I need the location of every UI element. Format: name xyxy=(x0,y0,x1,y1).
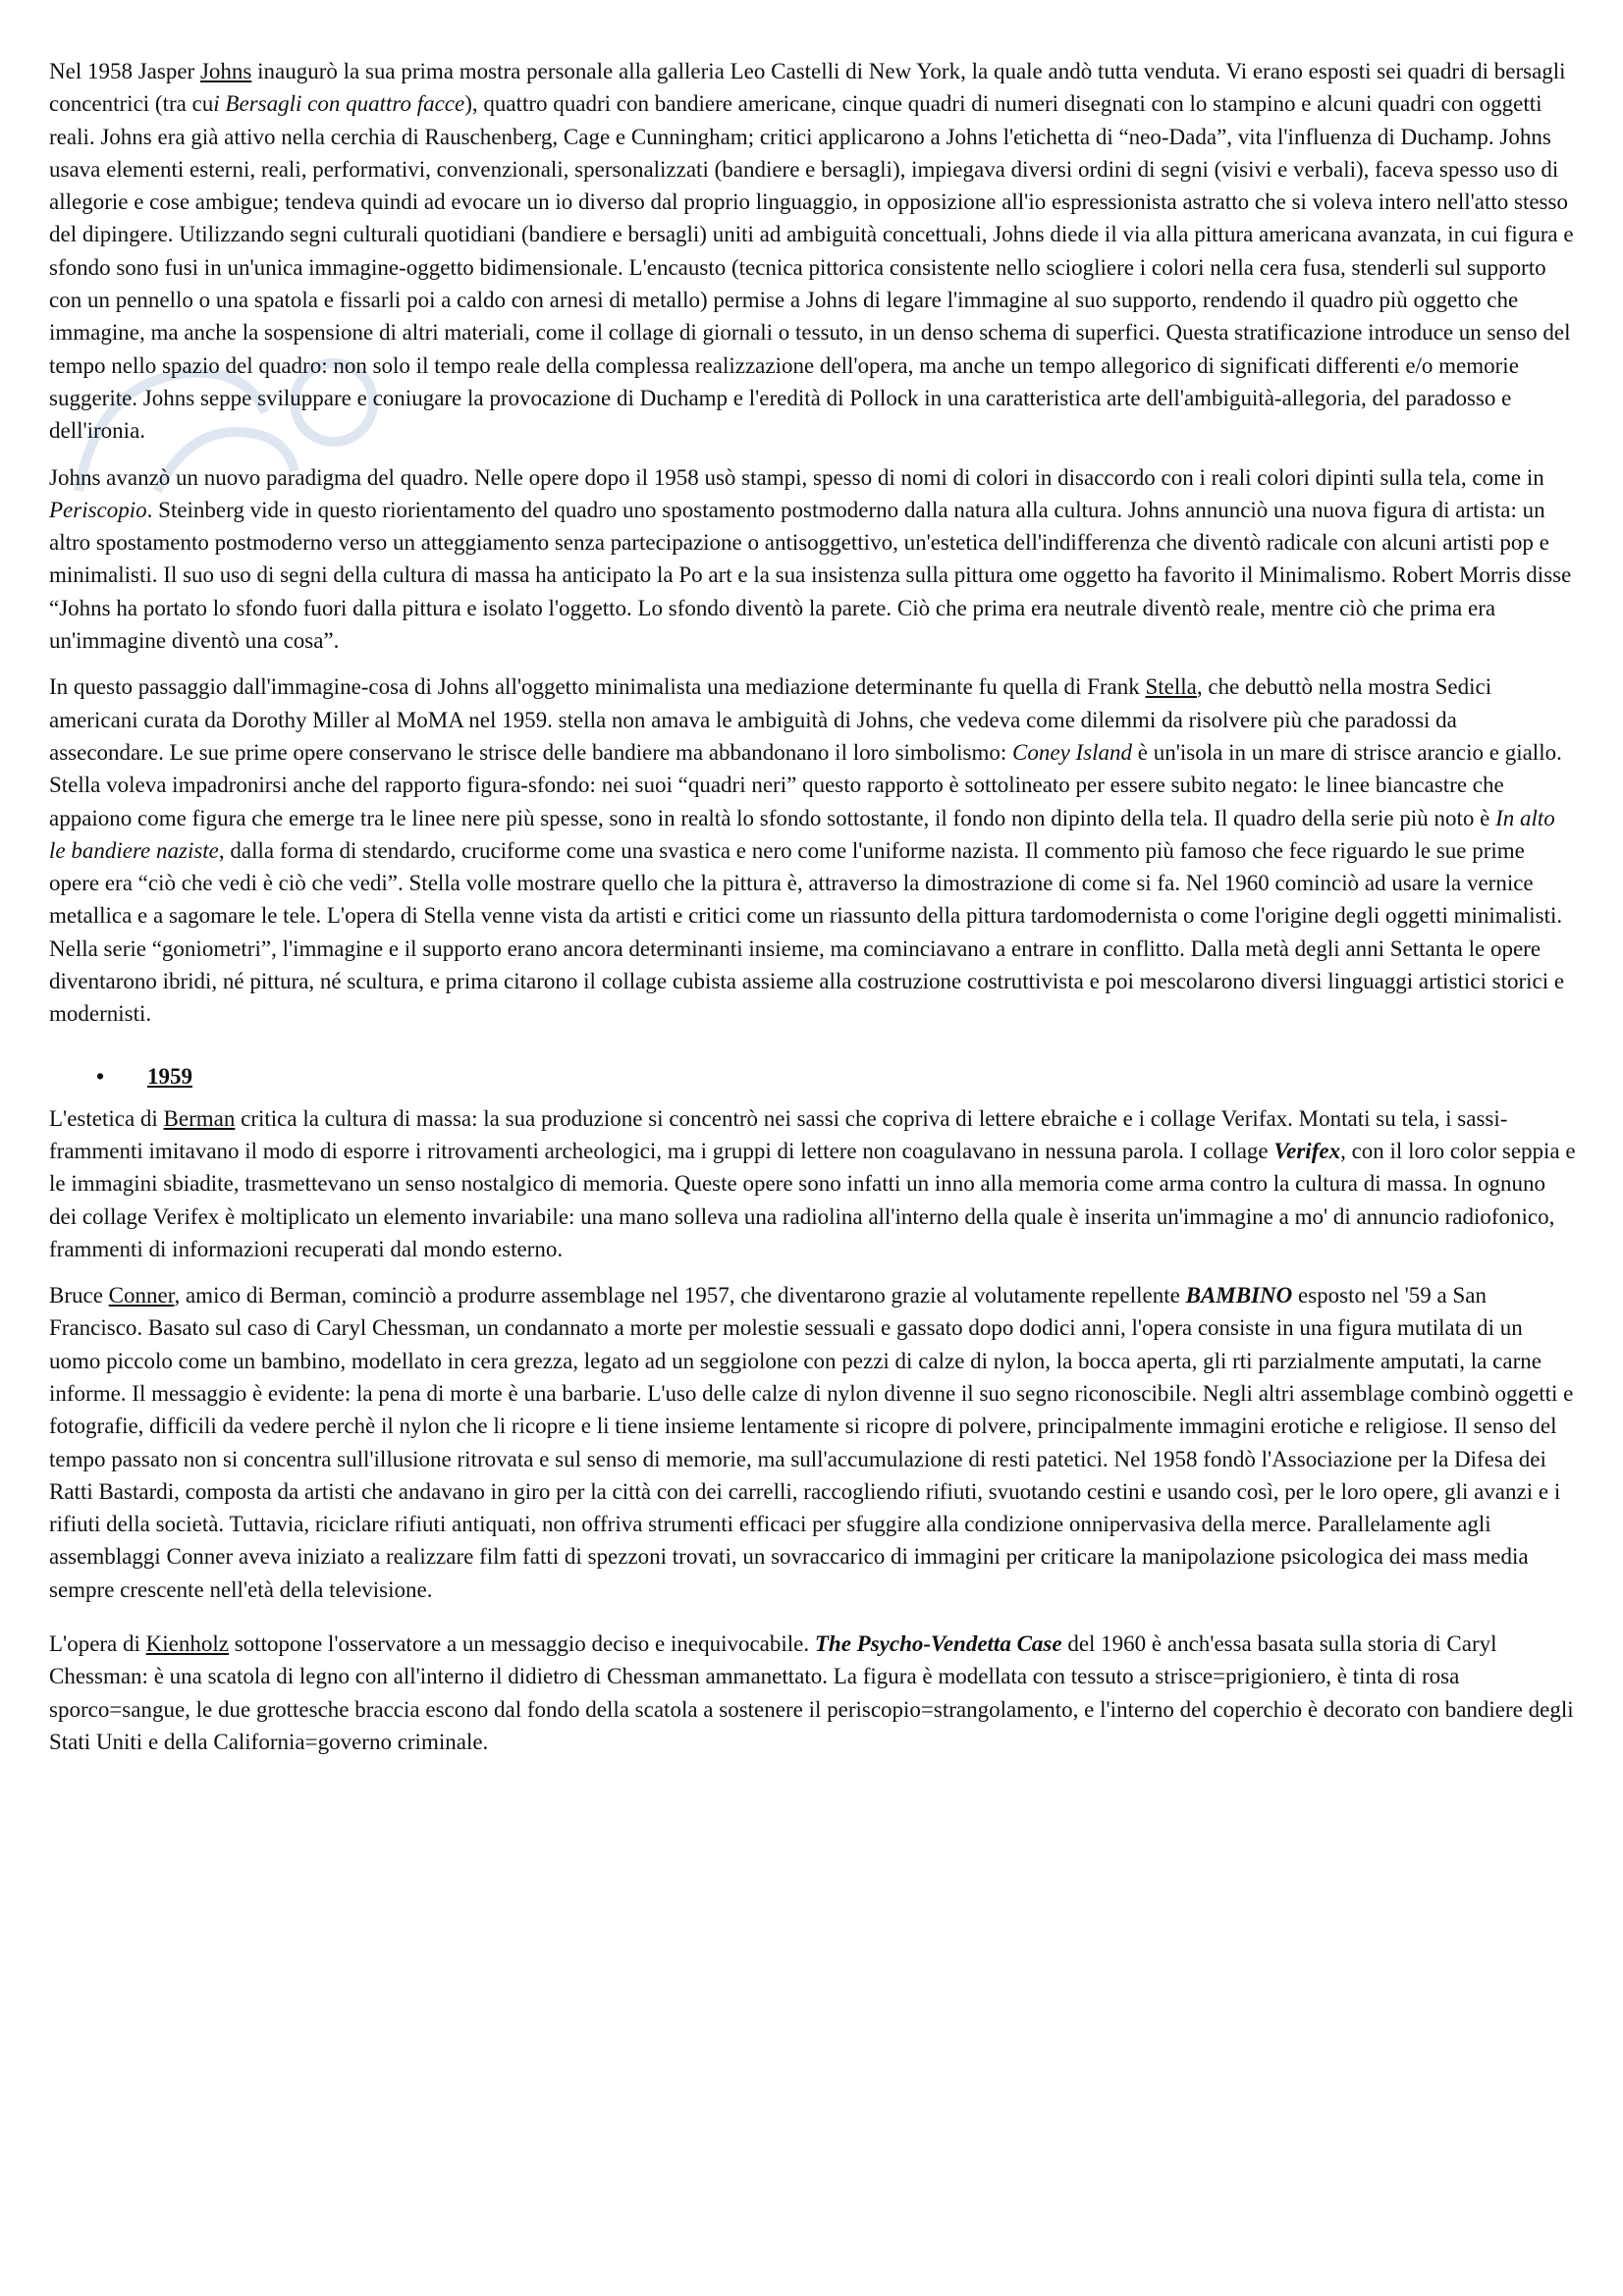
paragraph-johns xyxy=(49,55,1576,448)
underlined-name: Kienholz xyxy=(145,1631,229,1657)
section-year: 1959 xyxy=(147,1063,192,1089)
text-run: , con il loro color seppia e le immagini sbiadite, trasmettevano un senso nostalgico di memoria. Queste opere sono infatti un inno alla memoria come arma contro la cultura di massa. In ognuno dei collage Verifex è moltiplicato un elemento invariabile: una mano solleva una radiolina all'interno della quale è inserita un'immagine a mo' di annuncio radiofonico, frammenti di informazioni recuperati dal mondo esterno. xyxy=(49,1138,1576,1261)
text-run: , dalla forma di stendardo, cruciforme come una svastica e nero come l'uniforme nazista. Il commento più famoso che fece riguardo le sue prime opere era “ciò che vedi è ciò che vedi”. Stella volle mostrare quello che la pittura è, attraverso la dimostrazione di come si fa. Nel 1960 cominciò ad usare la vernice metallica e a sagomare le tele. L'opera di Stella venne vista da artisti e critici come un riassunto della pittura tardomodernista o come l'origine degli oggetti minimalisti. Nella serie “goniometri”, l'immagine e il supporto erano ancora determinanti insieme, ma cominciavano a entrare in conflitto. Dalla metà degli anni Settanta le opere diventarono ibridi, né pittura, né scultura, e prima citarono il collage cubista assieme alla costruzione costruttivista e poi mescolarono diversi linguaggi artistici storici e modernisti. xyxy=(49,837,1565,1027)
text-run: . Steinberg vide in questo riorientamento del quadro uno spostamento postmoderno dalla natura alla cultura. Johns annunciò una nuova figura di artista: un altro spostamento postmoderno verso un atteggiamento senza partecipazione o antisoggettivo, un'estetica dell'indifferenza che diventò radicale con alcuni artisti pop e minimalisti. Il suo uso di segni della cultura di massa ha anticipato la Po art e la sua insistenza sulla pittura ome oggetto ha favorito il Minimalismo. Robert Morris disse “Johns ha portato lo sfondo fuori dalla pittura e isolato l'oggetto. Lo sfondo diventò la parete. Ciò che prima era neutrale diventò reale, mentre ciò che prima era un'immagine diventò una cosa”. xyxy=(49,497,1572,654)
text-run: critica la cultura di massa: la sua produzione si concentrò nei sassi che copriva di lettere ebraiche e i collage Verifax. Montati su tela, i sassi-frammenti imitavano il modo di esporre i ritrovamenti archeologici, ma i gruppi di lettere non coagulavano in nessuna parola. I collage xyxy=(49,1105,1508,1163)
text-run: del 1960 è anch'essa basata sulla storia di Caryl Chessman: è una scatola di legno con all'interno il didietro di Chessman ammanettato. La figura è modellata con tessuto a strisce=prigioniero, è tinta di rosa sporco=sangue, le due grottesche braccia escono dal fondo della scatola a sostenere il periscopio=strangolamento, e l'interno del coperchio è decorato con bandiere degli Stati Uniti e della California=governo criminale. xyxy=(49,1631,1574,1754)
emphasized-title: Periscopio xyxy=(49,497,147,522)
text-run: In questo passaggio dall'immagine-cosa di Johns all'oggetto minimalista una mediazione determinante fu quella di Frank xyxy=(49,674,1146,700)
emphasized-title: The Psycho-Vendetta Case xyxy=(814,1631,1062,1657)
text-run: Nel 1958 Jasper xyxy=(49,59,200,83)
text-run: è un'isola in un mare di strisce arancio e giallo. Stella voleva impadronirsi anche del rapporto figura-sfondo: nei suoi “quadri neri” questo rapporto è sottolineato per essere subito negato: le linee biancastre che appaiono come figura che emerge tra le linee nere più spesse, sono in realtà lo sfondo sottostante, il fondo non dipinto della tela. Il quadro della serie più noto è xyxy=(49,739,1562,830)
text-run: Johns avanzò un nuovo paradigma del quadro. Nelle opere dopo il 1958 usò stampi, spesso di nomi di colori in disaccordo con i reali colori dipinti sulla tela, come in xyxy=(49,464,1544,490)
document-page xyxy=(49,55,1576,1772)
underlined-name: Conner xyxy=(108,1283,175,1308)
underlined-name: Stella xyxy=(1145,674,1197,700)
text-run: sottopone l'osservatore a un messaggio deciso e inequivocabile. xyxy=(228,1631,815,1657)
emphasized-title: In alto le bandiere naziste xyxy=(49,805,1555,863)
underlined-name: Johns xyxy=(199,59,252,83)
text-run: L'estetica di xyxy=(49,1105,164,1131)
paragraph-berman xyxy=(49,1102,1576,1265)
emphasized-title: BAMBINO xyxy=(1185,1283,1293,1308)
emphasized-title: i Bersagli con quattro facce xyxy=(213,91,465,117)
underlined-name: Berman xyxy=(163,1105,236,1131)
paragraph-stella xyxy=(49,670,1576,1030)
bullet-icon: • xyxy=(96,1063,105,1089)
paragraph-kienholz xyxy=(49,1628,1576,1758)
text-run: , che debuttò nella mostra Sedici americani curata da Dorothy Miller al MoMA nel 1959. stella non amava le ambiguità di Johns, che vedeva come dilemmi da risolvere più che paradossi da assecondare. Le sue prime opere conservano le strisce delle bandiere ma abbandonano il loro simbolismo: xyxy=(49,674,1492,765)
section-heading-1959 xyxy=(49,1060,1576,1093)
emphasized-title: Verifex xyxy=(1273,1138,1341,1163)
text-run: , amico di Berman, cominciò a produrre assemblage nel 1957, che diventarono grazie al volutamente repellente xyxy=(174,1283,1186,1308)
text-run: inaugurò la sua prima mostra personale alla galleria Leo Castelli di New York, la quale andò tutta venduta. Vi erano esposti sei quadri di bersagli concentrici (tra cu xyxy=(49,59,1566,117)
paragraph-johns-paradigm xyxy=(49,461,1576,658)
text-run: ), quattro quadri con bandiere americane, cinque quadri di numeri disegnati con lo stampino e alcuni quadri con oggetti reali. Johns era già attivo nella cerchia di Rauschenberg, Cage e Cunningham; critici applicarono a Johns l'etichetta di “neo-Dada”, vita l'influenza di Duchamp. Johns usava elementi esterni, reali, performativi, convenzionali, spersonalizzati (bandiere e bersagli), impiegava diversi ordini di segni (visivi e verbali), faceva spesso uso di allegorie e cose ambigue; tendeva quindi ad evocare un io diverso dal proprio linguaggio, in opposizione all'io espressionista astratto che si voleva intero nell'atto stesso del dipingere. Utilizzando segni culturali quotidiani (bandiere e bersagli) uniti ad ambiguità concettuali, Johns diede il via alla pittura americana avanzata, in cui figura e sfondo sono fusi in un'unica immagine-oggetto bidimensionale. L'encausto (tecnica pittorica consistente nello sciogliere i colori nella cera fusa, stenderli sul supporto con un pennello o una spatola e fissarli poi a caldo con arnesi di metallo) permise a Johns di legare l'immagine al suo supporto, rendendo il quadro più oggetto che immagine, ma anche la sospensione di altri materiali, come il collage di giornali o tessuto, in un denso schema di superfici. Questa stratificazione introduce un senso del tempo nello spazio del quadro: non solo il tempo reale della complessa realizzazione dell'opera, ma anche un tempo allegorico di significati differenti e/o memorie suggerite. Johns seppe sviluppare e coniugare la provocazione di Duchamp e l'eredità di Pollock in una caratteristica arte dell'ambiguità-allegoria, del paradosso e dell'ironia. xyxy=(49,91,1574,444)
text-run: L'opera di xyxy=(49,1631,146,1657)
paragraph-conner xyxy=(49,1279,1576,1606)
text-run: esposto nel '59 a San Francisco. Basato sul caso di Caryl Chessman, un condannato a morte per molestie sessuali e gassato dopo dodici anni, l'opera consiste in una figura mutilata di un uomo piccolo come un bambino, modellato in cera grezza, legato ad un seggiolone con pezzi di calze di nylon, la bocca aperta, gli rti parzialmente amputati, la carne informe. Il messaggio è evidente: la pena di morte è una barbarie. L'uso delle calze di nylon divenne il suo segno riconoscibile. Negli altri assemblage combinò oggetti e fotografie, difficili da vedere perchè il nylon che li ricopre e li tiene insieme lentamente si ricopre di polvere, principalmente immagini erotiche e religiose. Il senso del tempo passato non si concentra sull'illusione ritrovata e sul senso di memorie, ma sull'accumulazione di resti patetici. Nel 1958 fondò l'Associazione per la Difesa dei Ratti Bastardi, composta da artisti che andavano in giro per la città con dei carrelli, raccogliendo rifiuti, svuotando cestini e usando così, per le loro opere, gli avanzi e i rifiuti della società. Tuttavia, riciclare rifiuti antiquati, non offriva strumenti efficaci per sfuggire alla condizione onnipervasiva della merce. Parallelamente agli assemblaggi Conner aveva iniziato a realizzare film fatti di spezzoni trovati, un sovraccarico di immagini per criticare la manipolazione psicologica dei mass media sempre crescente nell'età della televisione. xyxy=(49,1283,1574,1602)
emphasized-title: Coney Island xyxy=(1012,739,1133,765)
text-run: Bruce xyxy=(49,1283,109,1308)
